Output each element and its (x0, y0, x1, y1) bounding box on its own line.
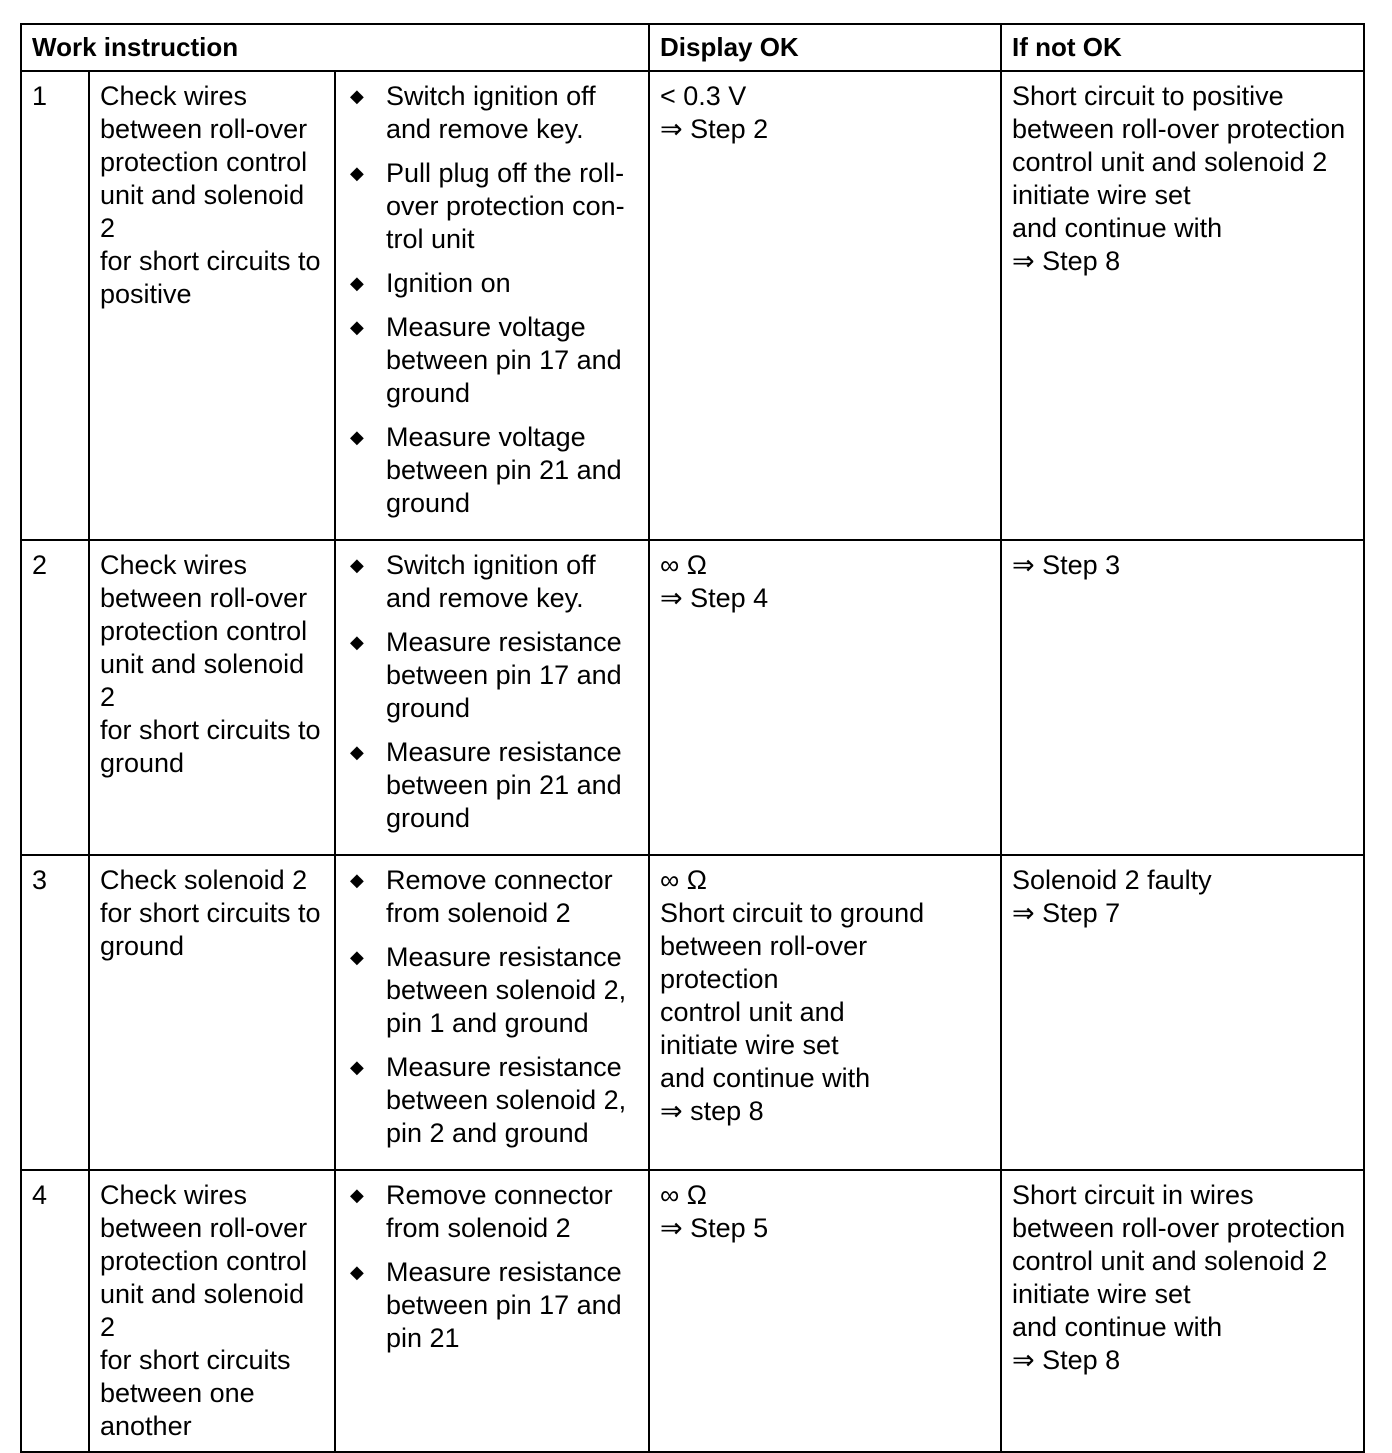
list-item (346, 864, 638, 930)
diamond-icon: ◆ (350, 870, 364, 890)
diamond-icon: ◆ (350, 273, 364, 293)
action-text: Pull plug off the roll-over protection con-trol unit (386, 158, 625, 254)
action-list (346, 864, 638, 1150)
action-text: Ignition on (386, 268, 511, 298)
list-item (346, 157, 638, 256)
diamond-icon: ◆ (350, 632, 364, 652)
action-list (346, 549, 638, 835)
if-not-ok-value: Short circuit to positive between roll-over protection control unit and solenoid 2 initiate wire set and continue with ⇒ Step 8 (1001, 71, 1364, 540)
action-list (346, 80, 638, 520)
header-work-instruction: Work instruction (21, 24, 649, 71)
display-ok-value: ∞ Ω ⇒ Step 4 (649, 540, 1001, 855)
list-item (346, 941, 638, 1040)
list-item (346, 549, 638, 615)
action-text: Measure resistance between pin 21 and ground (386, 737, 622, 833)
action-text: Measure resistance between pin 17 and pin 21 (386, 1257, 622, 1353)
action-text: Measure voltage between pin 17 and ground (386, 312, 622, 408)
action-text: Remove connector from solenoid 2 (386, 865, 613, 928)
step-task: Check wires between roll-over protection control unit and solenoid 2 for short circuits to positive (89, 71, 335, 540)
step-task: Check wires between roll-over protection control unit and solenoid 2 for short circuits to ground (89, 540, 335, 855)
step-task: Check solenoid 2 for short circuits to ground (89, 855, 335, 1170)
header-row (21, 24, 1364, 71)
action-list (346, 1179, 638, 1355)
table-row (21, 1170, 1364, 1452)
list-item (346, 626, 638, 725)
step-actions (335, 71, 649, 540)
diamond-icon: ◆ (350, 742, 364, 762)
if-not-ok-value: Solenoid 2 faulty ⇒ Step 7 (1001, 855, 1364, 1170)
diamond-icon: ◆ (350, 86, 364, 106)
diamond-icon: ◆ (350, 1262, 364, 1282)
diamond-icon: ◆ (350, 1057, 364, 1077)
action-text: Measure voltage between pin 21 and ground (386, 422, 622, 518)
header-if-not-ok: If not OK (1001, 24, 1364, 71)
if-not-ok-value: Short circuit in wires between roll-over protection control unit and solenoid 2 initiate wire set and continue with ⇒ Step 8 (1001, 1170, 1364, 1452)
list-item (346, 1051, 638, 1150)
step-actions (335, 1170, 649, 1452)
diamond-icon: ◆ (350, 317, 364, 337)
step-number: 1 (21, 71, 89, 540)
table-row (21, 540, 1364, 855)
diamond-icon: ◆ (350, 1185, 364, 1205)
action-text: Switch ignition off and remove key. (386, 81, 596, 144)
action-text: Measure resistance between solenoid 2, pin 1 and ground (386, 942, 627, 1038)
list-item (346, 80, 638, 146)
list-item (346, 267, 638, 300)
step-actions (335, 540, 649, 855)
action-text: Switch ignition off and remove key. (386, 550, 596, 613)
list-item (346, 1179, 638, 1245)
display-ok-value: ∞ Ω Short circuit to ground between roll-over protection control unit and initiate wire set and continue with ⇒ step 8 (649, 855, 1001, 1170)
table-row (21, 71, 1364, 540)
header-display-ok: Display OK (649, 24, 1001, 71)
step-number: 2 (21, 540, 89, 855)
diamond-icon: ◆ (350, 427, 364, 447)
diamond-icon: ◆ (350, 163, 364, 183)
list-item (346, 421, 638, 520)
list-item (346, 1256, 638, 1355)
display-ok-value: < 0.3 V ⇒ Step 2 (649, 71, 1001, 540)
if-not-ok-value: ⇒ Step 3 (1001, 540, 1364, 855)
list-item (346, 736, 638, 835)
diamond-icon: ◆ (350, 947, 364, 967)
action-text: Remove connector from solenoid 2 (386, 1180, 613, 1243)
action-text: Measure resistance between pin 17 and ground (386, 627, 622, 723)
step-number: 3 (21, 855, 89, 1170)
step-number: 4 (21, 1170, 89, 1452)
work-instruction-table (20, 23, 1365, 1453)
diamond-icon: ◆ (350, 555, 364, 575)
table-row (21, 855, 1364, 1170)
step-actions (335, 855, 649, 1170)
list-item (346, 311, 638, 410)
display-ok-value: ∞ Ω ⇒ Step 5 (649, 1170, 1001, 1452)
step-task: Check wires between roll-over protection control unit and solenoid 2 for short circuits between one another (89, 1170, 335, 1452)
action-text: Measure resistance between solenoid 2, pin 2 and ground (386, 1052, 627, 1148)
